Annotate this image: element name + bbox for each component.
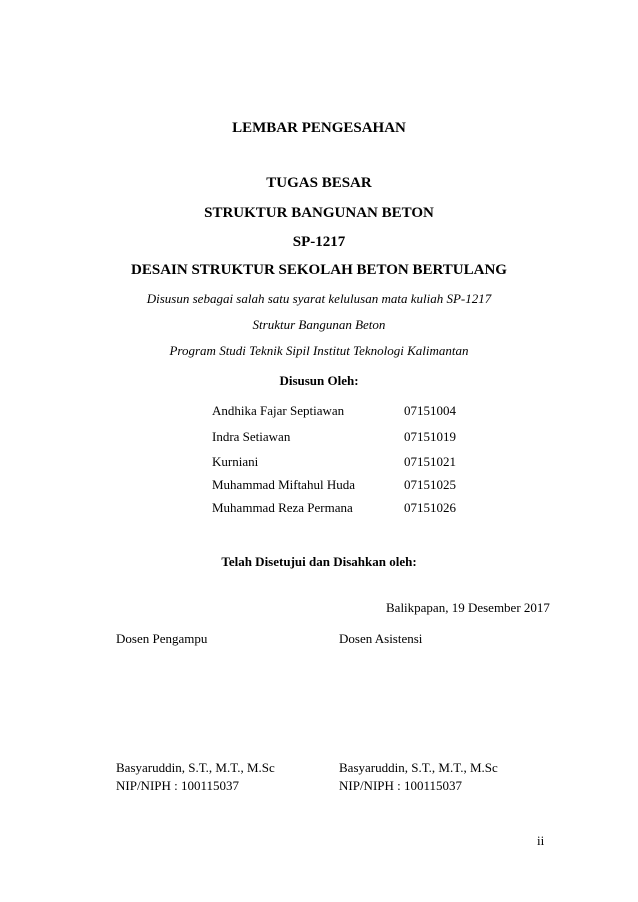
author-name: Muhammad Reza Permana <box>212 500 353 515</box>
course-name: STRUKTUR BANGUNAN BETON <box>204 205 434 221</box>
place-date: Balikpapan, 19 Desember 2017 <box>386 600 550 615</box>
right-signatory-id: NIP/NIPH : 100115037 <box>339 778 463 793</box>
author-name: Kurniani <box>212 454 259 469</box>
right-signatory-name: Basyaruddin, S.T., M.T., M.Sc <box>339 760 498 775</box>
right-signatory-role: Dosen Asistensi <box>339 631 423 646</box>
author-nim: 07151021 <box>404 454 456 469</box>
document-type: TUGAS BESAR <box>266 175 372 191</box>
project-title: DESAIN STRUKTUR SEKOLAH BETON BERTULANG <box>131 262 507 278</box>
left-signatory-role: Dosen Pengampu <box>116 631 208 646</box>
description-line-3: Program Studi Teknik Sipil Institut Teknologi Kalimantan <box>169 343 469 358</box>
course-code: SP-1217 <box>292 234 346 250</box>
author-nim: 07151004 <box>404 403 456 418</box>
page-title: LEMBAR PENGESAHAN <box>232 120 406 136</box>
author-name: Indra Setiawan <box>212 429 291 444</box>
left-signatory-id: NIP/NIPH : 100115037 <box>116 778 240 793</box>
authors-heading: Disusun Oleh: <box>279 373 359 388</box>
author-nim: 07151025 <box>404 477 456 492</box>
left-signatory-name: Basyaruddin, S.T., M.T., M.Sc <box>116 760 275 775</box>
description-line-1: Disusun sebagai salah satu syarat kelulusan mata kuliah SP-1217 <box>146 291 492 306</box>
author-name: Muhammad Miftahul Huda <box>212 477 355 492</box>
approval-heading: Telah Disetujui dan Disahkan oleh: <box>221 554 417 569</box>
page-number: ii <box>537 833 545 848</box>
author-nim: 07151019 <box>404 429 456 444</box>
author-nim: 07151026 <box>404 500 456 515</box>
description-line-2: Struktur Bangunan Beton <box>252 317 386 332</box>
author-name: Andhika Fajar Septiawan <box>212 403 345 418</box>
